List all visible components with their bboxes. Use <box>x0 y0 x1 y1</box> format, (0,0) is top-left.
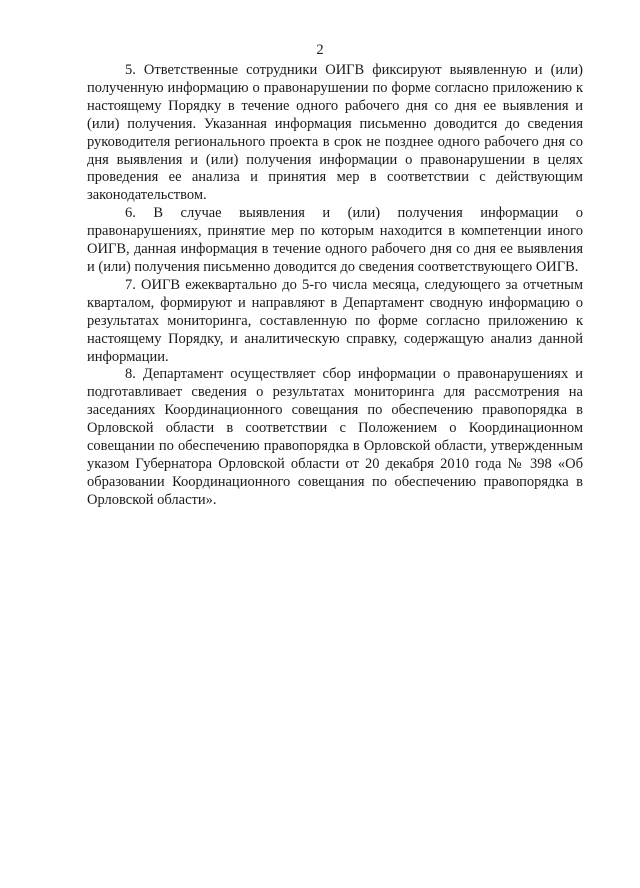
document-body <box>87 62 583 510</box>
paragraph-5: 5. Ответственные сотрудники ОИГВ фиксируют выявленную и (или) полученную информацию о правонарушении по форме согласно приложению к настоящему Порядку в течение одного рабочего дня со дня ее выявления и (или) получения. Указанная информация письменно доводится до сведения руководителя регионального проекта в срок не позднее одного рабочего дня со дня выявления и (или) получения информации о правонарушении в целях проведения ее анализа и принятия мер в соответствии с действующим законодательством. <box>87 62 583 204</box>
paragraph-6: 6. В случае выявления и (или) получения информации о правонарушениях, принятие мер по которым находится в компетенции иного ОИГВ, данная информация в течение одного рабочего дня со дня ее выявления и (или) получения письменно доводится до сведения соответствующего ОИГВ. <box>87 205 583 275</box>
paragraph-8: 8. Департамент осуществляет сбор информации о правонарушениях и подготавливает сведения о результатах мониторинга для рассмотрения на заседаниях Координационного совещания по обеспечению правопорядка в Орловской области в соответствии с Положением о Координационном совещании по обеспечению правопорядка в Орловской области, утвержденным указом Губернатора Орловской области от 20 декабря 2010 года № 398 «Об образовании Координационного совещания по обеспечению правопорядка в Орловской области». <box>87 366 583 508</box>
page-number: 2 <box>316 42 324 58</box>
paragraph-7: 7. ОИГВ ежеквартально до 5-го числа месяца, следующего за отчетным кварталом, формируют и направляют в Департамент сводную информацию о результатах мониторинга, составленную по форме согласно приложению к настоящему Порядку, и аналитическую справку, содержащую анализ данной информации. <box>87 276 583 365</box>
